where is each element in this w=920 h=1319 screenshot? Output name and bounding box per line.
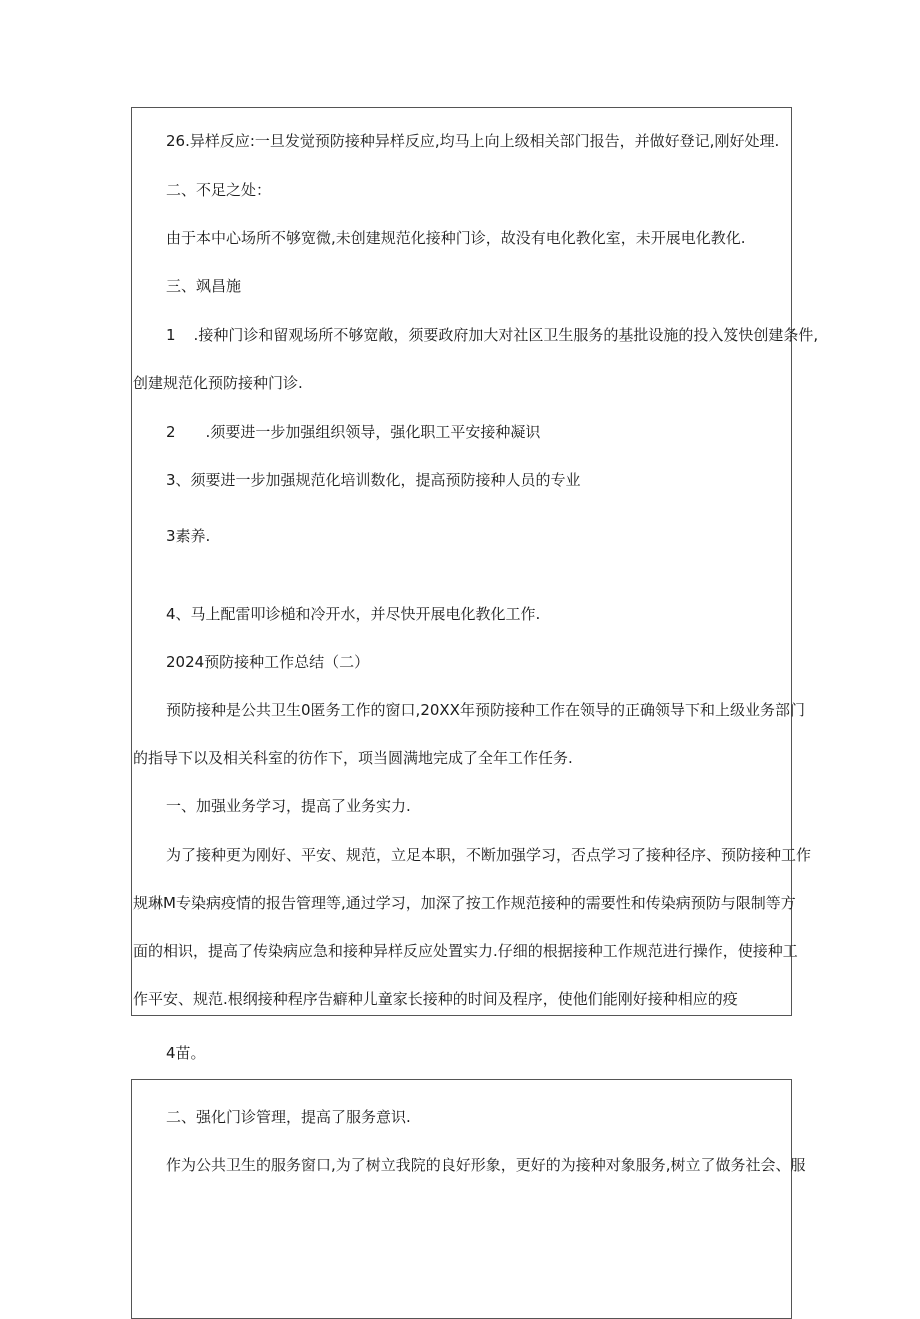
measure-1-continued: 创建规范化预防接种门诊. <box>133 374 303 392</box>
heading-study: 一、加强业务学习，提高了业务实力. <box>166 797 411 815</box>
measure-1-number: 1 <box>166 326 176 344</box>
study-line-1: 为了接种更为刚好、平安、规范，立足本职，不断加强学习，否点学习了接种径序、预防接种工作 <box>166 846 812 864</box>
measure-1-text: .接种门诊和留观场所不够宽敞，须要政府加大对社区卫生服务的基批设施的投入笈快创建条件, <box>193 326 819 344</box>
paragraph-26: 26.异样反应:一旦发觉预防接种异样反应,均马上向上级相关部门报告，并做好登记,刚好处理. <box>166 132 780 150</box>
study-line-4: 作平安、规范.根纲接种程序告癖种儿童家长接种的时间及程序，使他们能刚好接种相应的疫 <box>133 990 738 1008</box>
heading-shortcomings: 二、不足之处： <box>166 181 272 199</box>
heading-measures: 三、飒昌施 <box>166 277 242 295</box>
paragraph-shortcoming: 由于本中心场所不够宽微,未创建规范化接种门诊，故没有电化教化室，未开展电化教化. <box>166 229 746 247</box>
measure-1 <box>166 325 818 345</box>
study-line-2: 规琳M专染病疫情的报告管理等,通过学习，加深了按工作规范接种的需要性和传染病预防与限制等方 <box>133 894 796 912</box>
measure-2 <box>166 422 540 442</box>
measure-2-text: .须要进一步加强组织领导，强化职工平安接种凝识 <box>205 423 541 441</box>
measure-4: 4、马上配雷叩诊槌和冷开水，并尽快开展电化教化工作. <box>166 605 541 623</box>
heading-clinic: 二、强化门诊管理，提高了服务意识. <box>166 1108 411 1126</box>
intro-line-1: 预防接种是公共卫生0匿务工作的窗口,20XX年预防接种工作在领导的正确领导下和上级业务部门 <box>166 701 805 719</box>
measure-3: 3、须要进一步加强规范化培训数化，提高预防接种人员的专业 <box>166 471 581 489</box>
clinic-line-1: 作为公共卫生的服务窗口,为了树立我院的良好形象，更好的为接种对象服务,树立了做务社会、服 <box>166 1156 806 1174</box>
between-pages-text: 4苗。 <box>166 1044 206 1062</box>
study-line-3: 面的相识，提高了传染病应急和接种异样反应处置实力.仔细的根据接种工作规范进行操作，使接种工 <box>133 942 798 960</box>
intro-line-2: 的指导下以及相关科室的彷作下，项当圆满地完成了全年工作任务. <box>133 749 573 767</box>
measure-3-continued: 3素养. <box>166 527 211 545</box>
measure-2-number: 2 <box>166 423 176 441</box>
section-title-2: 2024预防接种工作总结（二） <box>166 653 370 671</box>
